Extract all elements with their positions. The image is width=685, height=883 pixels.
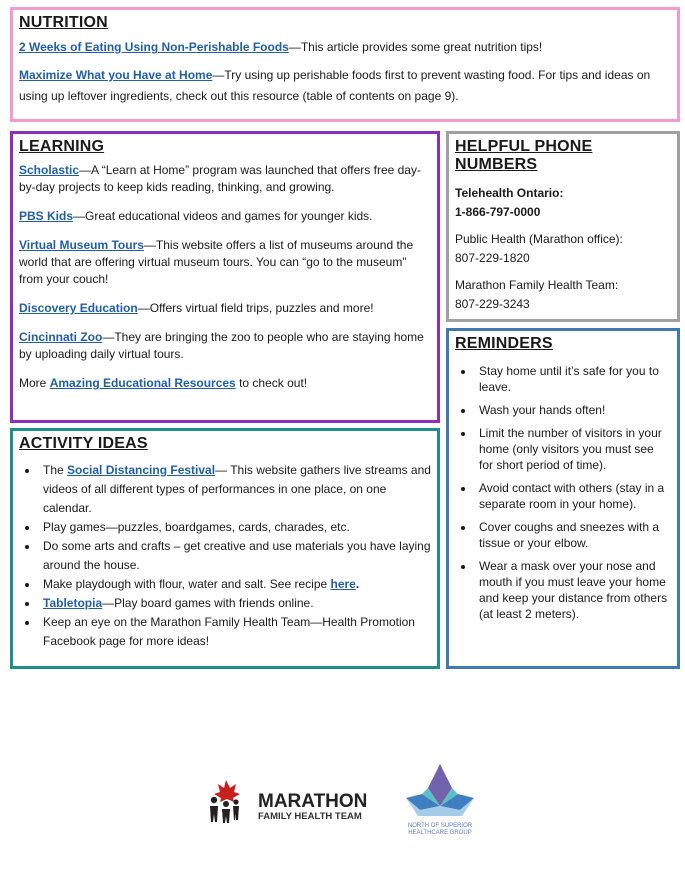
reminder-item: • Wash your hands often!: [475, 402, 671, 418]
figure-body-icon: [233, 806, 239, 820]
learning-more-prefix: More: [19, 376, 50, 390]
phone-numbers-title: HELPFUL PHONE NUMBERS: [455, 138, 593, 173]
learning-item: [19, 237, 431, 288]
nutrition-title: NUTRITION: [19, 14, 108, 31]
learning-item-text: —This website offers a list of museums around the world that are offering virtual museum tours. You can “go to the museum” from your couch!: [19, 238, 414, 286]
activity-link-recipe[interactable]: here: [330, 577, 356, 591]
phone-entry: [455, 184, 671, 222]
activity-item: [39, 594, 431, 613]
activity-item: • Do some arts and crafts – get creative and use materials you have laying around the house.: [39, 537, 431, 575]
activity-item: [39, 575, 431, 594]
logo-marathon-text: MARATHON: [258, 791, 368, 812]
figure-head-icon: [233, 799, 238, 804]
reminder-item: • Wear a mask over your nose and mouth if you must leave your home and keep your distance from others (at least 2 meters).: [475, 558, 671, 622]
nutrition-link-maximize[interactable]: Maximize What you Have at Home: [19, 68, 213, 82]
logo-fht-text: FAMILY HEALTH TEAM: [258, 811, 362, 822]
learning-title: LEARNING: [19, 138, 105, 155]
learning-more-suffix: to check out!: [235, 376, 308, 390]
nutrition-item-text: —This article provides some great nutrition tips!: [288, 40, 543, 54]
learning-item: [19, 300, 431, 317]
activity-item-prefix: The: [43, 463, 68, 477]
phone-entry: [455, 230, 671, 268]
phone-label: Marathon Family Health Team:: [455, 278, 619, 292]
reminder-item: • Avoid contact with others (stay in a separate room in your home).: [475, 480, 671, 512]
phone-label: Telehealth Ontario:: [455, 186, 564, 200]
figure-head-icon: [223, 801, 229, 807]
phone-number: 1-866-797-0000: [455, 205, 541, 219]
activity-item-text: Make playdough with flour, water and salt. See recipe: [43, 577, 331, 591]
nutrition-section: [10, 7, 680, 122]
activity-item-text: —Play board games with friends online.: [102, 596, 314, 610]
activity-link-tabletopia[interactable]: Tabletopia: [43, 596, 103, 610]
reminders-section: [446, 328, 680, 669]
reminders-list: [455, 363, 671, 622]
learning-item-text: —Great educational videos and games for younger kids.: [73, 209, 373, 223]
reminder-item: • Limit the number of visitors in your home (only visitors you must see for short period of time).: [475, 425, 671, 473]
learning-item-text: —A “Learn at Home” program was launched that offers free day-by-day projects to keep kids reading, thinking, and growing.: [19, 163, 421, 194]
figure-head-icon: [211, 797, 217, 803]
nutrition-item: [19, 38, 671, 57]
phone-number: 807-229-1820: [455, 251, 530, 265]
learning-link-pbs-kids[interactable]: PBS Kids: [19, 209, 74, 223]
reminders-title: REMINDERS: [455, 335, 553, 352]
activity-item: [39, 461, 431, 518]
activity-item: • Play games—puzzles, boardgames, cards, charades, etc.: [39, 518, 431, 537]
phone-label: Public Health (Marathon office):: [455, 232, 623, 246]
learning-item-text: —They are bringing the zoo to people who are staying home by uploading daily virtual tours.: [19, 330, 424, 361]
learning-more: [19, 375, 431, 392]
activity-title: ACTIVITY IDEAS: [19, 435, 148, 452]
learning-link-cincinnati-zoo[interactable]: Cincinnati Zoo: [19, 330, 103, 344]
learning-section: [10, 131, 440, 423]
logo-nos-line1: NORTH OF SUPERIOR: [407, 823, 473, 829]
phone-entry: [455, 276, 671, 314]
learning-item-text: —Offers virtual field trips, puzzles and more!: [137, 301, 374, 315]
learning-link-scholastic[interactable]: Scholastic: [19, 163, 80, 177]
phone-number: 807-229-3243: [455, 297, 530, 311]
marathon-family-health-team-logo: [210, 780, 367, 823]
learning-item: [19, 162, 431, 196]
figure-body-icon: [210, 806, 218, 822]
footer-logos: [200, 762, 500, 842]
logos-graphic: [200, 762, 500, 842]
maple-leaf-icon: [214, 780, 240, 802]
learning-item: [19, 329, 431, 363]
figure-body-icon: [222, 809, 230, 823]
learning-item: [19, 208, 431, 225]
activity-list: [19, 461, 431, 651]
activity-item: • Keep an eye on the Marathon Family Health Team—Health Promotion Facebook page for more ideas!: [39, 613, 431, 651]
reminder-item: • Cover coughs and sneezes with a tissue or your elbow.: [475, 519, 671, 551]
activity-item-suffix: .: [355, 577, 360, 591]
activity-item-text: — This website gathers live streams and videos of all different types of performances in one place, on one calendar.: [43, 463, 431, 515]
learning-link-virtual-museum[interactable]: Virtual Museum Tours: [19, 238, 144, 252]
reminder-item: • Stay home until it’s safe for you to leave.: [475, 363, 671, 395]
nutrition-item: [19, 65, 671, 107]
north-of-superior-logo: [406, 764, 474, 836]
learning-link-discovery[interactable]: Discovery Education: [19, 301, 138, 315]
activity-ideas-section: [10, 428, 440, 669]
learning-link-more-resources[interactable]: Amazing Educational Resources: [49, 376, 236, 390]
phone-numbers-section: [446, 131, 680, 322]
nutrition-item-text: —Try using up perishable foods first to prevent wasting food. For tips and ideas on using up leftover ingredients, check out this resource (table of contents on page 9).: [19, 68, 651, 103]
logo-nos-line2: HEALTHCARE GROUP: [408, 830, 472, 836]
nutrition-link-non-perishable[interactable]: 2 Weeks of Eating Using Non-Perishable Foods: [19, 40, 289, 54]
activity-link-festival[interactable]: Social Distancing Festival: [67, 463, 216, 477]
